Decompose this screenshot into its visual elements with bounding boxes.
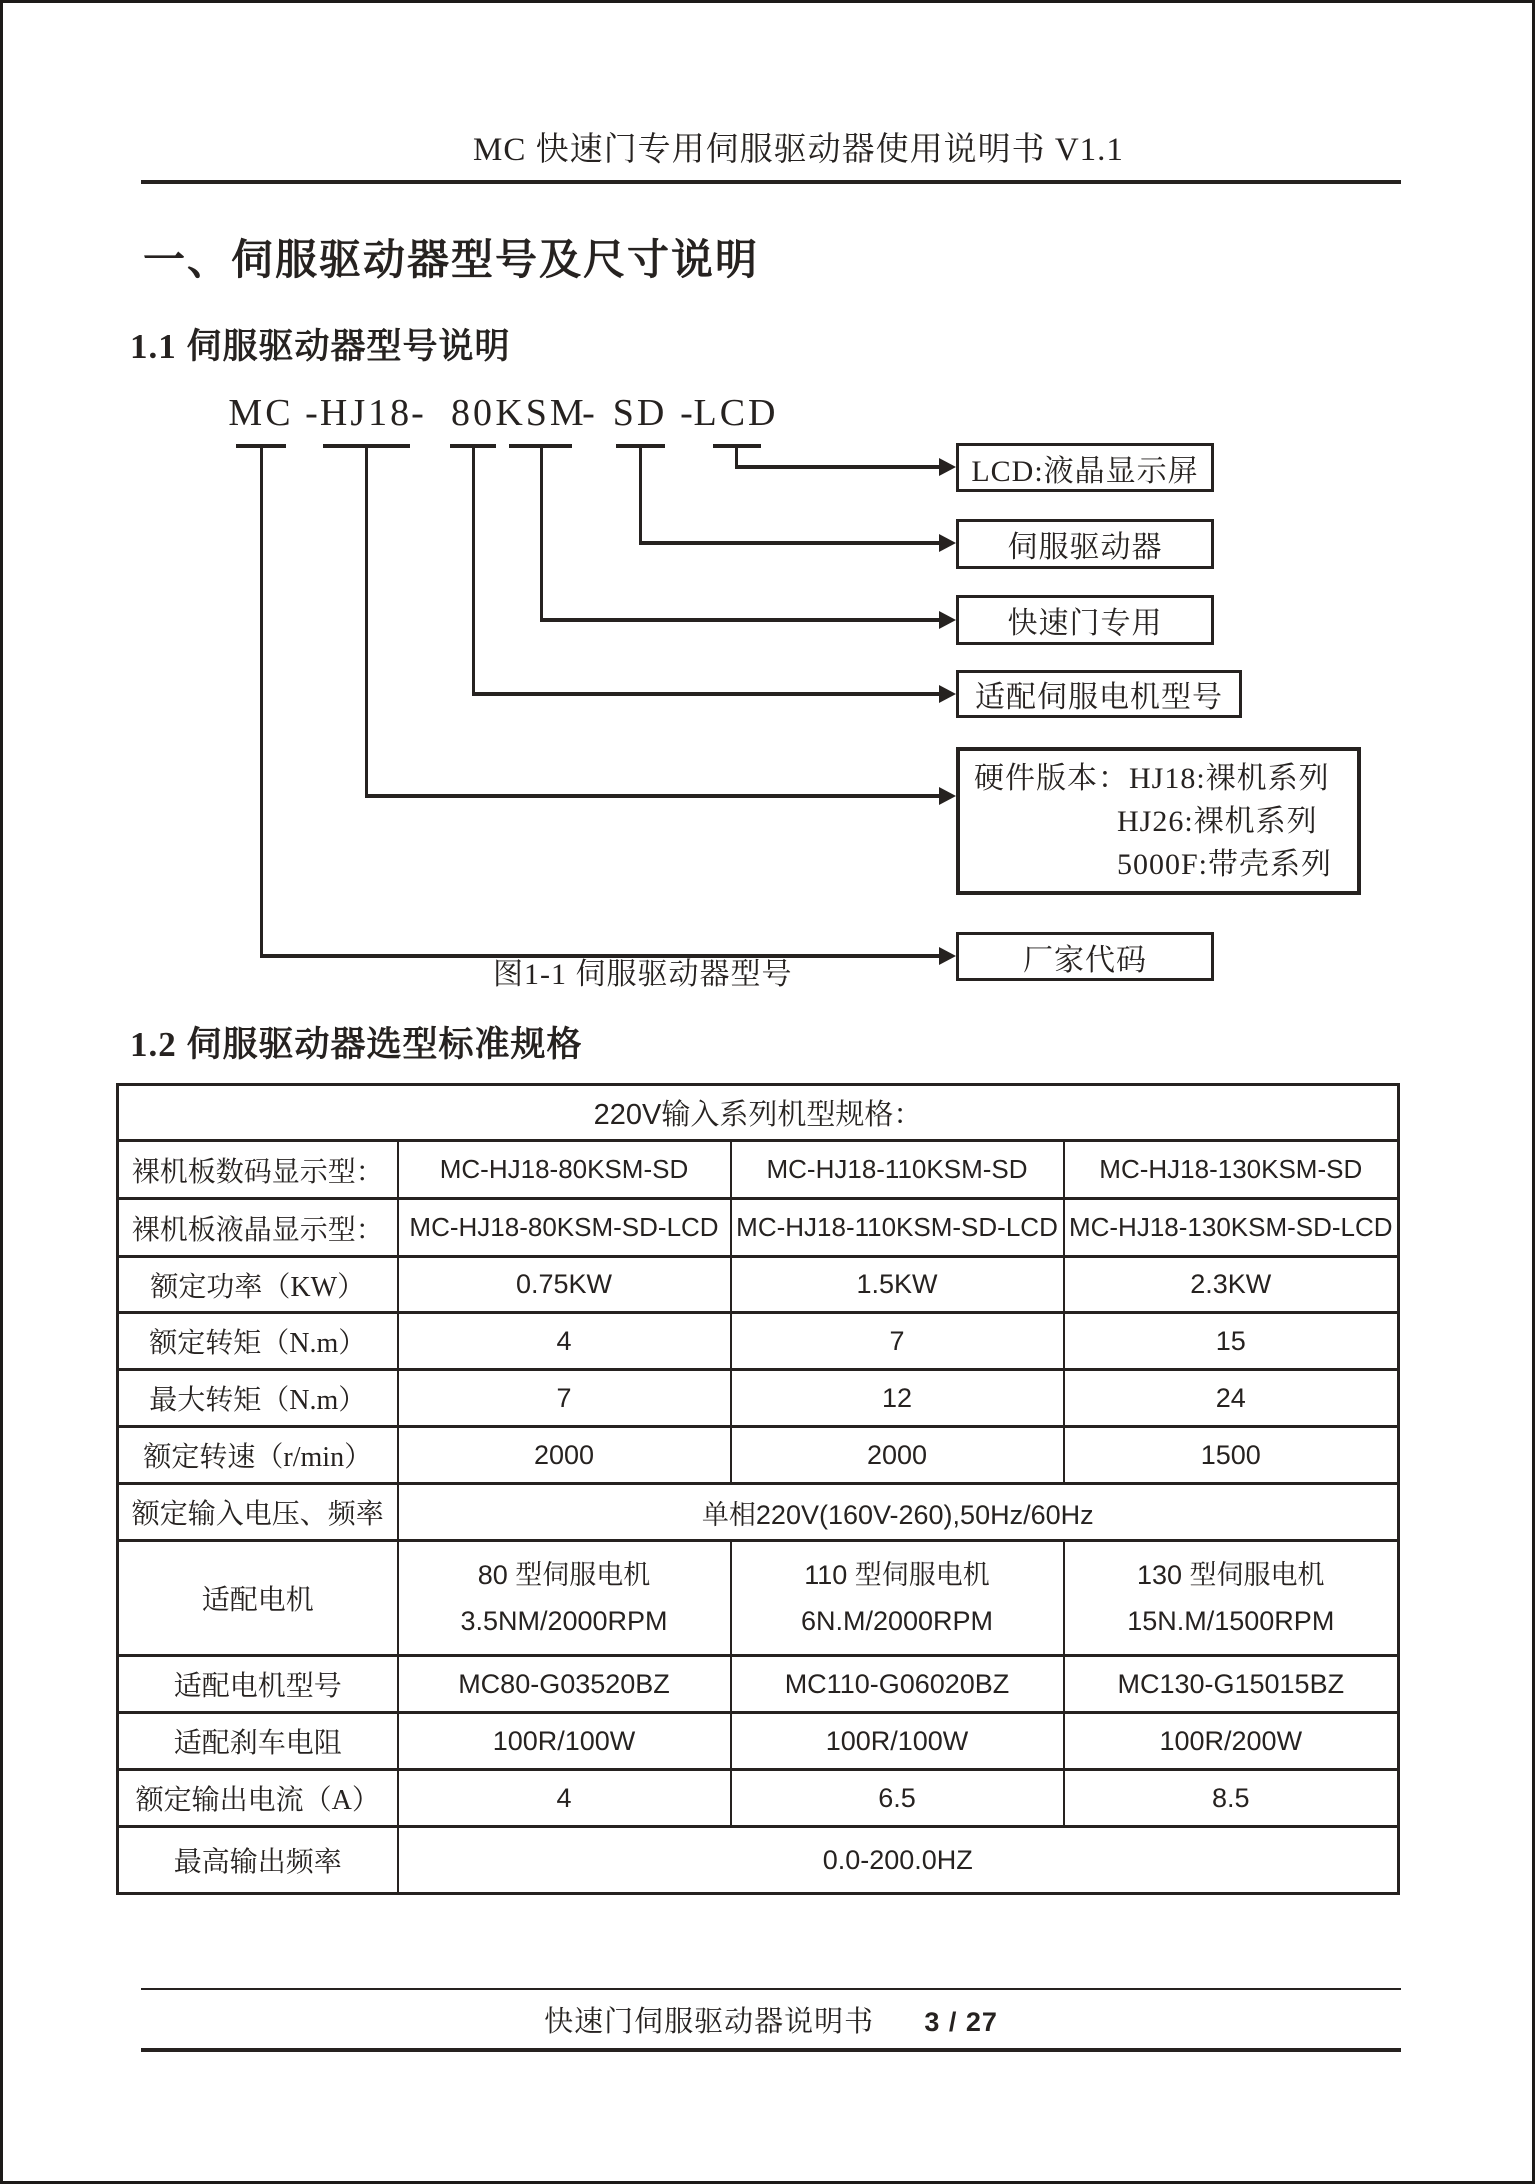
table-row — [118, 1141, 1399, 1199]
table-row — [118, 1484, 1399, 1541]
table-row — [118, 1313, 1399, 1370]
cell: 4 — [398, 1770, 731, 1827]
header-rule — [141, 180, 1401, 184]
connector-line — [639, 541, 940, 545]
motor-spec: 15N.M/1500RPM — [1127, 1606, 1335, 1636]
cell: 2000 — [731, 1427, 1064, 1484]
footer-rule-bottom — [141, 2048, 1401, 2052]
model-segment-lcd: LCD — [693, 392, 779, 434]
callout-box-rapid-door: 快速门专用 — [956, 595, 1214, 645]
callout-box-vendor-code: 厂家代码 — [956, 932, 1214, 981]
table-row — [118, 1713, 1399, 1770]
table-row — [118, 1199, 1399, 1257]
row-label: 最大转矩（N.m） — [118, 1370, 398, 1427]
cell: MC-HJ18-110KSM-SD — [731, 1141, 1064, 1199]
cell: 100R/100W — [398, 1713, 731, 1770]
hardware-version-line: 5000F:带壳系列 — [1117, 847, 1333, 881]
connector-line — [365, 794, 940, 798]
row-label: 额定输出电流（A） — [118, 1770, 398, 1827]
model-segment-sd: SD — [612, 392, 668, 434]
table-row — [118, 1370, 1399, 1427]
row-label: 适配刹车电阻 — [118, 1713, 398, 1770]
callout-box-hardware-version — [956, 747, 1361, 895]
table-row — [118, 1257, 1399, 1313]
connector-line — [540, 444, 543, 622]
callout-box-motor-model: 适配伺服电机型号 — [956, 670, 1242, 718]
cell: 4 — [398, 1313, 731, 1370]
page-number: 3 / 27 — [924, 2007, 998, 2037]
cell: 1500 — [1064, 1427, 1399, 1484]
motor-type: 130 型伺服电机 — [1136, 1560, 1325, 1590]
footer-rule-top — [141, 1988, 1401, 1990]
connector-line — [365, 444, 368, 798]
arrow-right-icon — [939, 947, 956, 965]
connector-line — [540, 618, 940, 622]
subsection-1-1-title: 1.1 伺服驱动器型号说明 — [130, 327, 511, 366]
cell-merged: 单相220V(160V-260),50Hz/60Hz — [398, 1484, 1399, 1541]
cell: 7 — [398, 1370, 731, 1427]
table-row — [118, 1656, 1399, 1713]
connector-line — [260, 444, 263, 958]
cell: 12 — [731, 1370, 1064, 1427]
model-segment-hj18: HJ18 — [319, 392, 413, 434]
arrow-right-icon — [939, 534, 956, 552]
footer-title: 快速门伺服驱动器说明书 — [544, 2006, 875, 2038]
cell: 1.5KW — [731, 1257, 1064, 1313]
row-label: 适配电机 — [118, 1541, 398, 1656]
model-separator: - — [411, 392, 427, 434]
spec-table — [116, 1083, 1400, 1895]
table-row — [118, 1541, 1399, 1656]
cell: 2.3KW — [1064, 1257, 1399, 1313]
motor-type: 80 型伺服电机 — [477, 1560, 651, 1590]
cell: MC80-G03520BZ — [398, 1656, 731, 1713]
footer — [141, 1999, 1401, 2040]
callout-box-servo-driver: 伺服驱动器 — [956, 519, 1214, 569]
figure-caption: 图1-1 伺服驱动器型号 — [493, 958, 793, 991]
cell: 6.5 — [731, 1770, 1064, 1827]
model-segment-ksm: KSM — [495, 392, 587, 434]
cell: MC-HJ18-110KSM-SD-LCD — [731, 1199, 1064, 1257]
motor-type: 110 型伺服电机 — [804, 1560, 990, 1590]
row-label: 裸机板数码显示型： — [118, 1141, 398, 1199]
header-title: MC 快速门专用伺服驱动器使用说明书 V1.1 — [473, 132, 1124, 168]
cell: 2000 — [398, 1427, 731, 1484]
model-separator: - — [305, 392, 321, 434]
cell: MC-HJ18-130KSM-SD-LCD — [1064, 1199, 1399, 1257]
model-segment-80: 80 — [451, 392, 495, 434]
section-title: 一、伺服驱动器型号及尺寸说明 — [143, 238, 760, 284]
cell: 7 — [731, 1313, 1064, 1370]
row-label: 适配电机型号 — [118, 1656, 398, 1713]
connector-line — [639, 444, 642, 545]
cell — [731, 1541, 1064, 1656]
model-separator: - — [582, 392, 598, 434]
cell: 15 — [1064, 1313, 1399, 1370]
hardware-version-line: 硬件版本：HJ18:裸机系列 — [974, 761, 1330, 795]
table-row — [118, 1827, 1399, 1894]
connector-line — [735, 465, 940, 469]
row-label: 裸机板液晶显示型： — [118, 1199, 398, 1257]
table-row — [118, 1427, 1399, 1484]
cell: 100R/200W — [1064, 1713, 1399, 1770]
cell: MC-HJ18-80KSM-SD-LCD — [398, 1199, 731, 1257]
arrow-right-icon — [939, 787, 956, 805]
hardware-version-line: HJ26:裸机系列 — [1117, 804, 1318, 838]
cell: 100R/100W — [731, 1713, 1064, 1770]
row-label: 额定转矩（N.m） — [118, 1313, 398, 1370]
subsection-1-2-title: 1.2 伺服驱动器选型标准规格 — [130, 1025, 583, 1064]
cell — [398, 1541, 731, 1656]
table-header-row — [118, 1085, 1399, 1141]
cell: 0.75KW — [398, 1257, 731, 1313]
callout-box-lcd: LCD:液晶显示屏 — [956, 443, 1214, 492]
arrow-right-icon — [939, 685, 956, 703]
arrow-right-icon — [939, 611, 956, 629]
motor-spec: 6N.M/2000RPM — [800, 1606, 994, 1636]
model-segment-mc: MC — [228, 392, 294, 434]
row-label: 额定输入电压、频率 — [118, 1484, 398, 1541]
cell: MC130-G15015BZ — [1064, 1656, 1399, 1713]
cell: MC110-G06020BZ — [731, 1656, 1064, 1713]
arrow-right-icon — [939, 458, 956, 476]
cell: 24 — [1064, 1370, 1399, 1427]
cell: 8.5 — [1064, 1770, 1399, 1827]
row-label: 最高输出频率 — [118, 1827, 398, 1894]
table-title: 220V输入系列机型规格： — [118, 1085, 1399, 1141]
motor-spec: 3.5NM/2000RPM — [460, 1606, 668, 1636]
model-separator: - — [680, 392, 696, 434]
cell: MC-HJ18-80KSM-SD — [398, 1141, 731, 1199]
cell: MC-HJ18-130KSM-SD — [1064, 1141, 1399, 1199]
row-label: 额定功率（KW） — [118, 1257, 398, 1313]
cell — [1064, 1541, 1399, 1656]
connector-line — [472, 692, 940, 696]
cell-merged: 0.0-200.0HZ — [398, 1827, 1399, 1894]
row-label: 额定转速（r/min） — [118, 1427, 398, 1484]
table-row — [118, 1770, 1399, 1827]
connector-line — [472, 444, 475, 696]
